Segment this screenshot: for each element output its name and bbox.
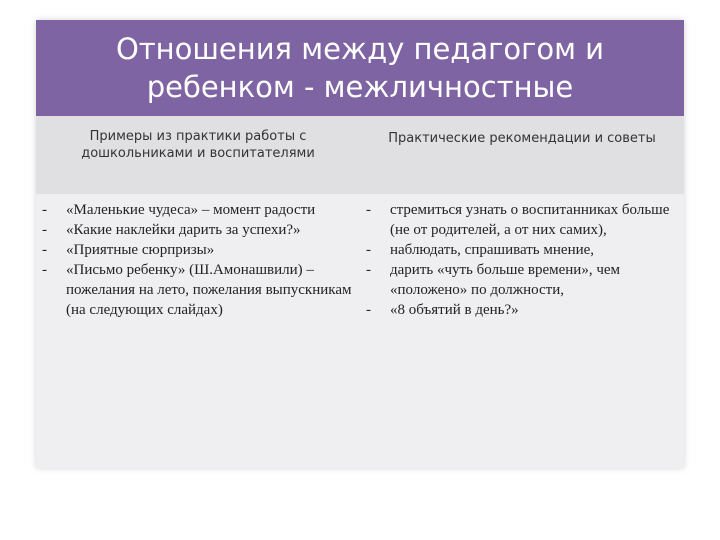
recommendations-list — [366, 200, 678, 320]
bullet-dash: - — [42, 262, 47, 278]
list-item-text: «Приятные сюрпризы» — [66, 242, 215, 258]
header-recommendations-text: Практические рекомендации и советы — [388, 131, 656, 146]
header-examples-text: Примеры из практики работы с дошкольниками и воспитателями — [81, 129, 315, 161]
bullet-dash: - — [42, 202, 47, 218]
table-header-row — [36, 116, 684, 194]
slide-title: Отношения между педагогом и ребенком - межличностные — [115, 32, 605, 104]
recommendations-column — [366, 200, 678, 320]
list-item-text: «Маленькие чудеса» – момент радости — [66, 202, 316, 218]
examples-list — [42, 200, 358, 320]
list-item — [366, 200, 678, 240]
list-item-text: «8 объятий в день?» — [390, 302, 519, 318]
bullet-dash: - — [366, 202, 371, 218]
list-item — [366, 260, 678, 300]
list-item-text: дарить «чуть больше времени», чем «положено» по должности, — [390, 262, 621, 298]
table-body-row — [36, 194, 684, 468]
bullet-dash: - — [366, 242, 371, 258]
slide — [36, 20, 684, 468]
list-item — [42, 260, 358, 320]
bullet-dash: - — [366, 302, 371, 318]
bullet-dash: - — [366, 262, 371, 278]
list-item-text: стремиться узнать о воспитанниках больше (не от родителей, а от них самих), — [390, 202, 670, 238]
list-item — [42, 200, 358, 220]
list-item — [366, 240, 678, 260]
list-item-text: «Какие наклейки дарить за успехи?» — [66, 222, 301, 238]
list-item-text: «Письмо ребенку» (Ш.Амонашвили) – пожелания на лето, пожелания выпускникам (на следующих слайдах) — [66, 262, 352, 318]
list-item — [42, 220, 358, 240]
bullet-dash: - — [42, 242, 47, 258]
list-item-text: наблюдать, спрашивать мнение, — [390, 242, 595, 258]
bullet-dash: - — [42, 222, 47, 238]
header-examples — [36, 116, 360, 206]
list-item — [42, 240, 358, 260]
examples-column — [42, 200, 358, 320]
list-item — [366, 300, 678, 320]
title-banner — [36, 20, 684, 116]
